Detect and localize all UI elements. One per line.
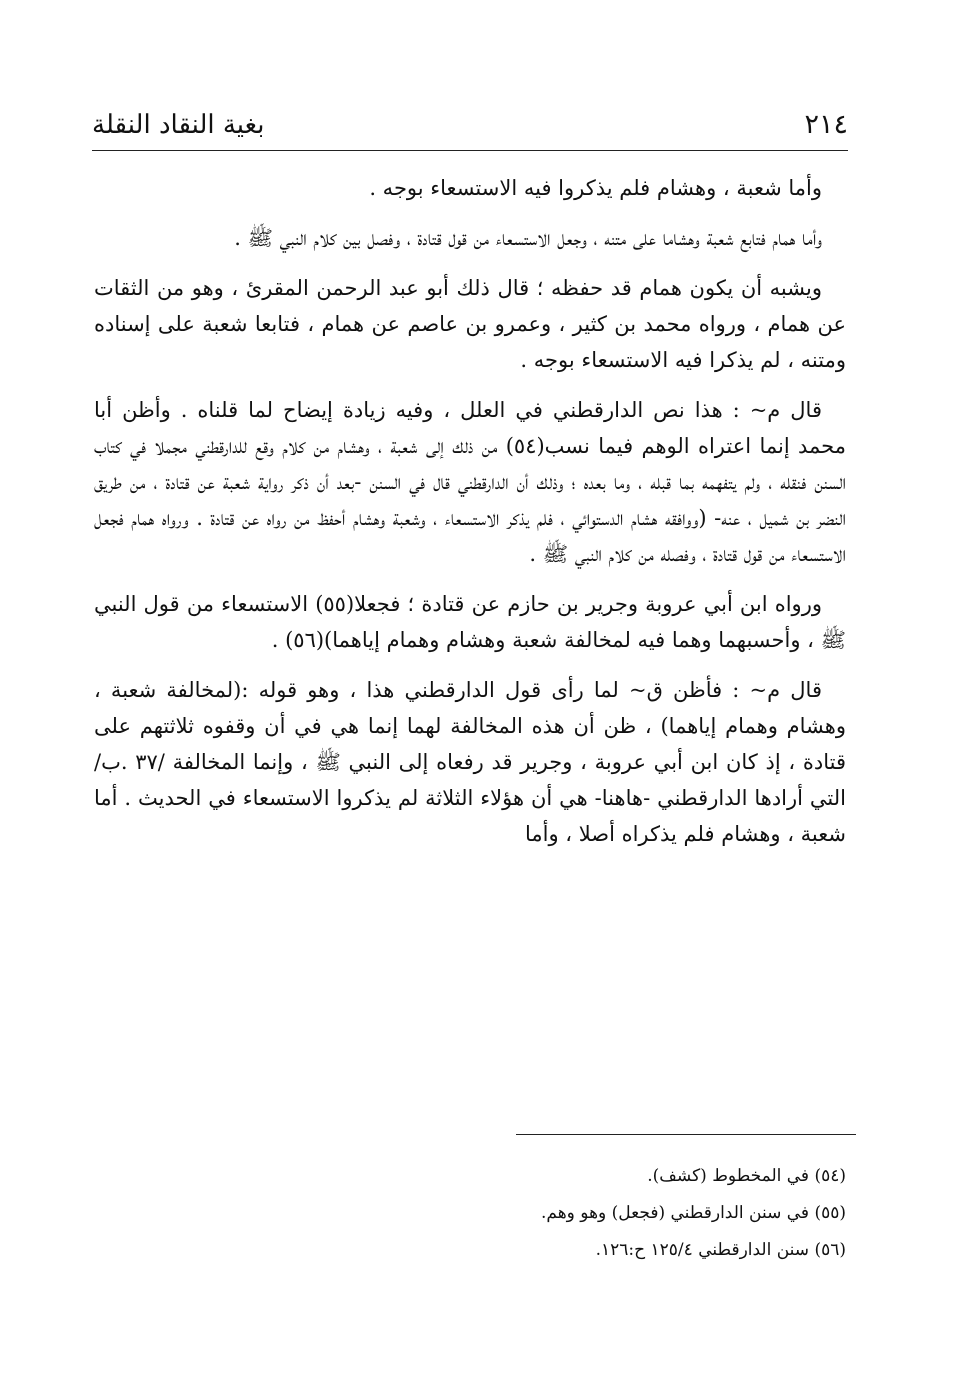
paragraph bbox=[94, 392, 846, 572]
paragraph bbox=[94, 586, 846, 658]
body-text bbox=[94, 170, 846, 866]
footnote: (٥٥) في سنن الدارقطني (فجعل) وهو وهم. bbox=[541, 1203, 846, 1223]
paragraph-text: قال م~ : هذا نص الدارقطني في العلل ، وفيه زيادة إيضاح لما قلناه . وأظن أبا محمد إنما اعتراه الوهم فيما نسب(٥٤) من ذلك إلى شعبة ، وهشام من كلام وقع للدارقطني مجملا في كتاب السنن فنقله ، ولم يتفهمه بما قبله ، وما بعده ؛ وذلك أن الدارقطني قال في السنن -بعد أن ذكر رواية شعبة عن قتادة ، من طريق النضر بن شميل ، عنه- (ووافقه هشام الدستوائي ، فلم يذكر الاستسعاء ، وشعبة وهشام أحفظ من رواه عن قتادة . ورواه همام فجعل الاستسعاء من قول قتادة ، وفصله من كلام النبي ﷺ . bbox=[94, 398, 846, 566]
footnote: (٥٦) سنن الدارقطني ١٢٥/٤ ح:١٢٦. bbox=[595, 1240, 846, 1260]
footnotes bbox=[100, 1158, 846, 1269]
paragraph-text: ورواه ابن أبي عروبة وجرير بن حازم عن قتادة ؛ فجعلا(٥٥) الاستسعاء من قول النبي ﷺ ، وأحسبهما وهما فيه لمخالفة شعبة وهشام وهمام إياهما)(٥٦) . bbox=[94, 592, 846, 652]
paragraph-text: وأما همام فتابع شعبة وهشاما على متنه ، وجعل الاستسعاء من قول قتادة ، وفصل بين كلام النبي ﷺ . bbox=[234, 226, 822, 250]
footnote: (٥٤) في المخطوط (كشف). bbox=[647, 1166, 846, 1186]
paragraph-text: وأما شعبة ، وهشام فلم يذكروا فيه الاستسعاء بوجه . bbox=[369, 176, 822, 200]
paragraph bbox=[94, 270, 846, 378]
page-number: ٢١٤ bbox=[804, 109, 848, 140]
paragraph bbox=[94, 170, 846, 206]
header-rule bbox=[92, 150, 848, 151]
paragraph bbox=[94, 220, 846, 256]
paragraph-text: قال م~ : فأظن ق~ لما رأى قول الدارقطني هذا ، وهو قوله :(لمخالفة شعبة ، وهشام وهمام إياهما) ، ظن أن هذه المخالفة لهما إنما هي في أن وقفوه ثلاثتهم على قتادة ، إذ كان ابن أبي عروبة ، وجرير قد رفعاه إلى النبي ﷺ ، وإنما المخالفة /٣٧ .ب/ التي أرادها الدارقطني -هاهنا- هي أن هؤلاء الثلاثة لم يذكروا الاستسعاء في الحديث . أما شعبة ، وهشام فلم يذكراه أصلا ، وأما bbox=[94, 678, 846, 846]
paragraph bbox=[94, 672, 846, 852]
running-title: بغية النقاد النقلة bbox=[92, 110, 265, 140]
footnote-separator bbox=[516, 1134, 856, 1135]
paragraph-text: ويشبه أن يكون همام قد حفظه ؛ قال ذلك أبو عبد الرحمن المقرئ ، وهو من الثقات عن همام ، ورواه محمد بن كثير ، وعمرو بن عاصم عن همام ، فتابعا شعبة على إسناده ومتنه ، لم يذكرا فيه الاستسعاء بوجه . bbox=[94, 276, 846, 372]
page-header bbox=[92, 96, 848, 142]
